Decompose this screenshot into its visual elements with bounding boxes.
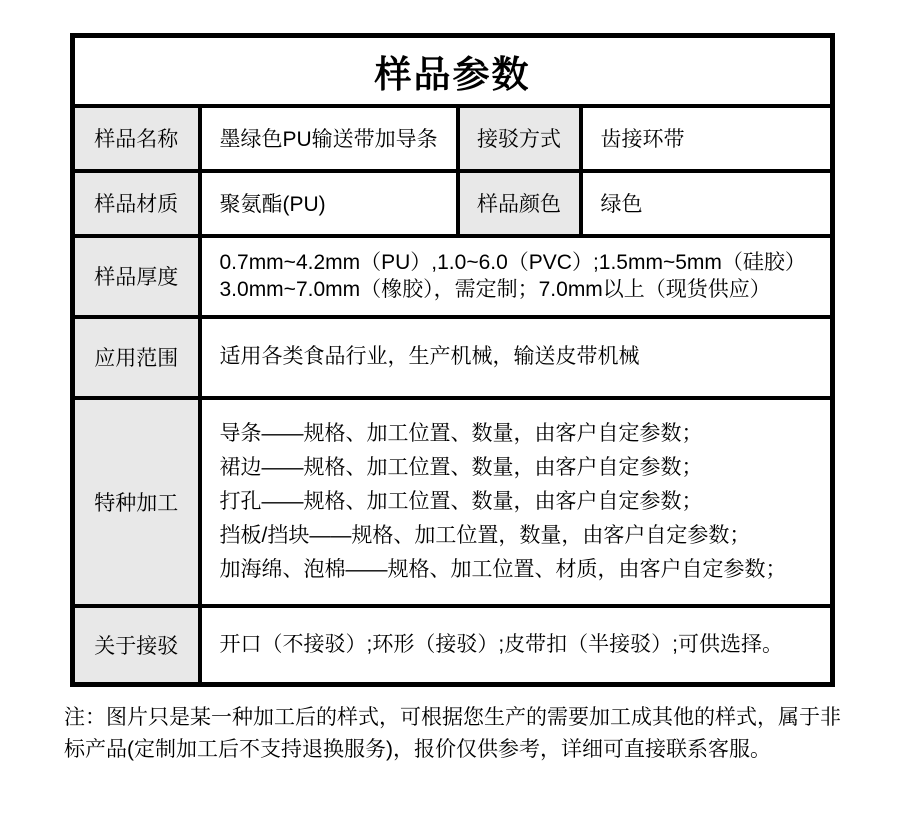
footnote: 注：图片只是某一种加工后的样式，可根据您生产的需要加工成其他的样式，属于非标产品(定制加工后不支持退换服务)，报价仅供参考，详细可直接联系客服。 [64,706,841,761]
table-row-sample-name [73,106,833,171]
value-sample-thickness [200,236,833,317]
value-joint-method: 齿接环带 [581,106,833,171]
special-line-skirt-edge: 裙边——规格、加工位置、数量，由客户自定参数； [219,455,703,479]
label-application-range: 应用范围 [73,317,200,398]
label-sample-thickness: 样品厚度 [73,236,200,317]
table-row-sample-thickness [73,236,833,317]
table-row-special-processing [73,398,833,606]
value-application-range [200,317,833,398]
label-sample-color: 样品颜色 [458,171,581,236]
value-sample-material: 聚氨酯(PU) [200,171,458,236]
thickness-line-2: 3.0mm~7.0mm（橡胶），需定制；7.0mm以上（现货供应） [219,278,771,301]
label-special-processing: 特种加工 [73,398,200,606]
special-line-baffle: 挡板/挡块——规格、加工位置，数量，由客户自定参数； [219,523,751,547]
value-sample-color: 绿色 [581,171,833,236]
spec-table [70,33,835,687]
label-joint-method: 接驳方式 [458,106,581,171]
table-row-sample-material [73,171,833,236]
joining-line-1: 开口（不接驳）;环形（接驳）;皮带扣（半接驳）;可供选择。 [219,632,784,656]
page-title: 样品参数 [73,36,833,106]
value-special-processing [200,398,833,606]
table-row-application-range [73,317,833,398]
value-sample-name: 墨绿色PU输送带加导条 [200,106,458,171]
value-about-joining [200,606,833,685]
title-row [73,36,833,106]
special-line-guide-strip: 导条——规格、加工位置、数量，由客户自定参数； [219,421,703,445]
label-sample-material: 样品材质 [73,171,200,236]
special-line-punching: 打孔——规格、加工位置、数量，由客户自定参数； [219,489,703,513]
application-line-1: 适用各类食品行业，生产机械，输送皮带机械 [219,345,640,368]
label-sample-name: 样品名称 [73,106,200,171]
special-line-sponge-foam: 加海绵、泡棉——规格、加工位置、材质，由客户自定参数； [219,557,787,581]
thickness-line-1: 0.7mm~4.2mm（PU）,1.0~6.0（PVC）;1.5mm~5mm（硅胶） [219,251,806,274]
label-about-joining: 关于接驳 [73,606,200,685]
table-row-about-joining [73,606,833,685]
